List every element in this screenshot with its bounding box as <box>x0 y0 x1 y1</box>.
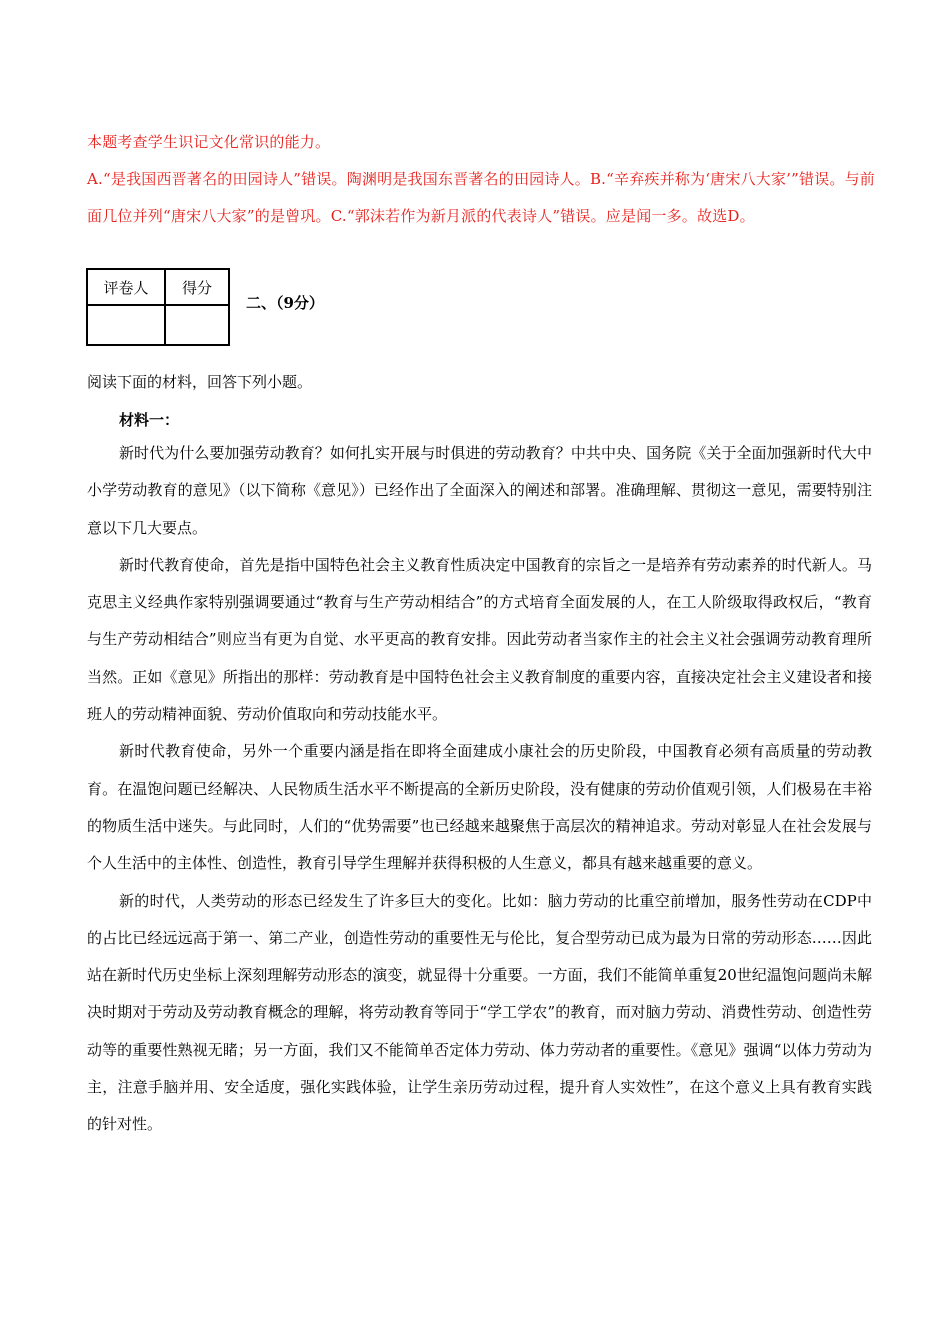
material-body <box>87 435 872 1144</box>
material-paragraph: 新时代教育使命，另外一个重要内涵是指在即将全面建成小康社会的历史阶段，中国教育必须有高质量的劳动教育。在温饱问题已经解决、人民物质生活水平不断提高的全新历史阶段，没有健康的劳动价值观引领，人们极易在丰裕的物质生活中迷失。与此同时，人们的“优势需要”也已经越来越聚焦于高层次的精神追求。劳动对彰显人在社会发展与个人生活中的主体性、创造性，教育引导学生理解并获得积极的人生意义，都具有越来越重要的意义。 <box>87 742 872 873</box>
reading-instruction: 阅读下面的材料，回答下列小题。 <box>87 373 313 391</box>
score-table-value-row <box>87 305 229 345</box>
score-table <box>86 268 230 346</box>
score-header: 得分 <box>165 269 229 305</box>
score-cell <box>165 305 229 345</box>
answer-intro: 本题考查学生识记文化常识的能力。 <box>87 133 331 151</box>
material-paragraph: 新时代为什么要加强劳动教育？如何扎实开展与时俱进的劳动教育？中共中央、国务院《关于全面加强新时代大中小学劳动教育的意见》（以下简称《意见》）已经作出了全面深入的阐述和部署。准确理解、贯彻这一意见，需要特别注意以下几大要点。 <box>87 444 872 537</box>
score-table-header-row <box>87 269 229 305</box>
answer-explanation <box>87 124 877 235</box>
grader-cell <box>87 305 165 345</box>
section-title: 二、（9分） <box>246 294 324 312</box>
material-title: 材料一： <box>119 411 180 429</box>
material-paragraph: 新的时代，人类劳动的形态已经发生了许多巨大的变化。比如：脑力劳动的比重空前增加，服务性劳动在CDP中的占比已经远远高于第一、第二产业，创造性劳动的重要性无与伦比，复合型劳动已成为最为日常的劳动形态……因此站在新时代历史坐标上深刻理解劳动形态的演变，就显得十分重要。一方面，我们不能简单重复20世纪温饱问题尚未解决时期对于劳动及劳动教育概念的理解，将劳动教育等同于“学工学农”的教育，而对脑力劳动、消费性劳动、创造性劳动等的重要性熟视无睹；另一方面，我们又不能简单否定体力劳动、体力劳动者的重要性。《意见》强调“以体力劳动为主，注意手脑并用、安全适度，强化实践体验，让学生亲历劳动过程，提升育人实效性”，在这个意义上具有教育实践的针对性。 <box>87 891 872 1134</box>
grader-header: 评卷人 <box>87 269 165 305</box>
answer-detail: A.“是我国西晋著名的田园诗人”错误。陶渊明是我国东晋著名的田园诗人。B.“辛弃疾并称为‘唐宋八大家’”错误。与前面几位并列“唐宋八大家”的是曾巩。C.“郭沫若作为新月派的代表诗人”错误。应是闻一多。故选D。 <box>87 170 876 225</box>
material-paragraph: 新时代教育使命，首先是指中国特色社会主义教育性质决定中国教育的宗旨之一是培养有劳动素养的时代新人。马克思主义经典作家特别强调要通过“教育与生产劳动相结合”的方式培育全面发展的人，在工人阶级取得政权后，“教育与生产劳动相结合”则应当有更为自觉、水平更高的教育安排。因此劳动者当家作主的社会主义社会强调劳动教育理所当然。正如《意见》所指出的那样：劳动教育是中国特色社会主义教育制度的重要内容，直接决定社会主义建设者和接班人的劳动精神面貌、劳动价值取向和劳动技能水平。 <box>87 555 872 724</box>
